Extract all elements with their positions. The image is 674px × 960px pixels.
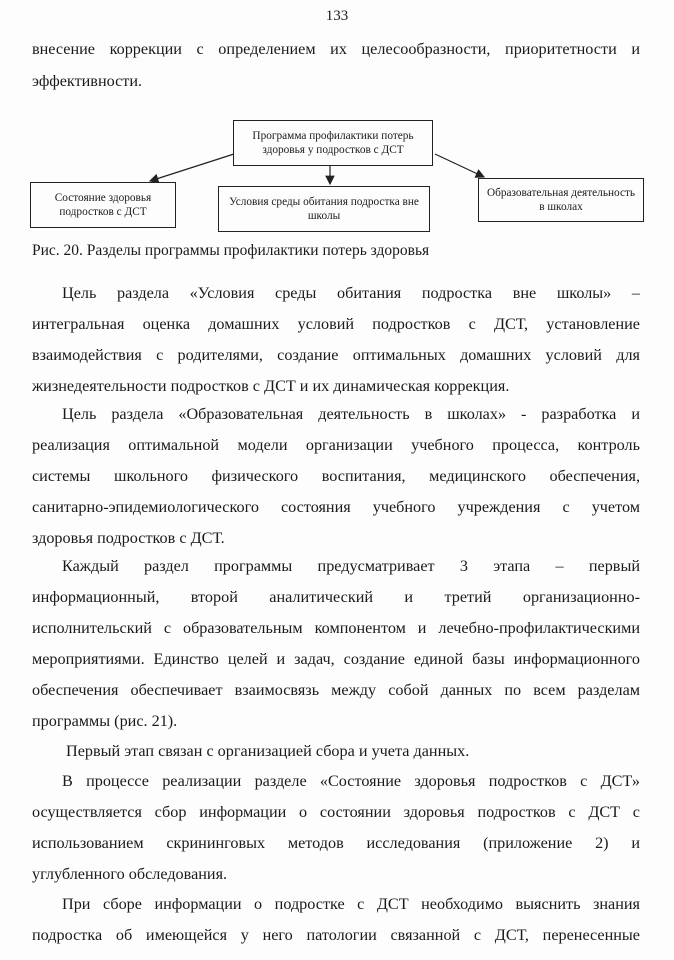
health-state-label: Состояние здоровья подростков с ДСТ — [54, 192, 152, 218]
paragraph-line: исполнительский с образовательным компонентом и лечебно-профилактическими — [32, 619, 640, 637]
intro-line-2: эффективности. — [32, 72, 143, 90]
education-box — [478, 178, 644, 222]
arrow-to-health-state — [150, 154, 234, 181]
paragraph-line: При сборе информации о подростке с ДСТ необходимо выяснить знания — [62, 895, 640, 913]
paragraph-line: санитарно-эпидемиологического состояния учебного учреждения с учетом — [32, 498, 640, 516]
figure-caption: Рис. 20. Разделы программы профилактики потерь здоровья — [32, 242, 430, 259]
arrow-to-education — [435, 154, 484, 177]
paragraph-line: программы (рис. 21). — [32, 712, 178, 730]
environment-box — [218, 186, 430, 232]
intro-line-1: внесение коррекции с определением их целесообразности, приоритетности и — [32, 40, 640, 58]
paragraph-line: использованием скрининговых методов исследования (приложение 2) и — [32, 834, 640, 852]
paragraph-line: Каждый раздел программы предусматривает 3 этапа – первый — [62, 557, 640, 575]
paragraph-line: системы школьного физического воспитания, медицинского обеспечения, — [32, 467, 640, 485]
paragraph-line: информационный, второй аналитический и третий организационно- — [32, 588, 640, 606]
paragraph-line: реализация оптимальной модели организации учебного процесса, контроль — [32, 436, 640, 454]
paragraph-line: взаимодействия с родителями, создание оптимальных домашних условий для — [32, 346, 640, 364]
paragraph-line: подростка об имеющейся у него патологии связанной с ДСТ, перенесенные — [32, 926, 640, 944]
paragraph-line: осуществляется сбор информации о состоянии здоровья подростков с ДСТ с — [32, 803, 640, 821]
paragraph-line: Цель раздела «Образовательная деятельность в школах» - разработка и — [62, 405, 640, 423]
root-program-label: Программа профилактики потерь здоровья у подростков с ДСТ — [252, 130, 414, 156]
paragraph-line: В процессе реализации разделе «Состояние здоровья подростков с ДСТ» — [62, 772, 640, 790]
paragraph-line: интегральная оценка домашних условий подростков с ДСТ, установление — [32, 315, 640, 333]
health-state-box — [30, 182, 176, 228]
root-program-box — [233, 120, 433, 166]
environment-label: Условия среды обитания подростка вне школы — [229, 196, 419, 222]
paragraph-line: обеспечения обеспечивает взаимосвязь между собой данных по всем разделам — [32, 681, 640, 699]
paragraph-line: мероприятиями. Единство целей и задач, создание единой базы информационного — [32, 650, 640, 668]
paragraph-line: Цель раздела «Условия среды обитания подростка вне школы» – — [62, 284, 640, 302]
page-number: 133 — [325, 8, 349, 24]
paragraph-line: Первый этап связан с организацией сбора и учета данных. — [66, 742, 470, 760]
program-sections-diagram — [0, 110, 674, 240]
education-label: Образовательная деятельность в школах — [486, 187, 636, 213]
paragraph-line: углубленного обследования. — [32, 865, 228, 883]
paragraph-line: жизнедеятельности подростков с ДСТ и их динамическая коррекция. — [32, 377, 510, 395]
paragraph-line: здоровья подростков с ДСТ. — [32, 529, 225, 547]
